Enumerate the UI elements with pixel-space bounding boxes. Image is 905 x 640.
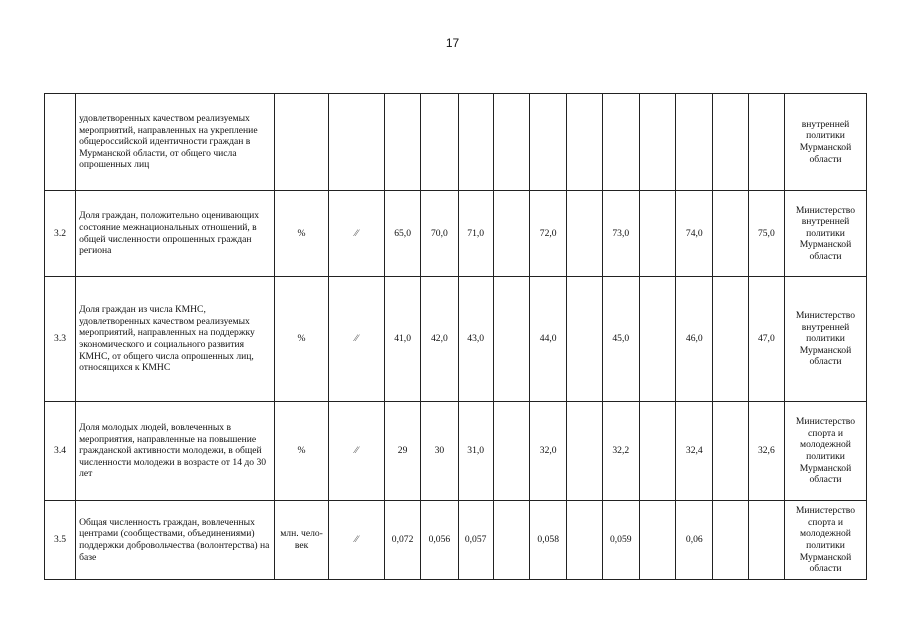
value-cell: 32,4 bbox=[676, 402, 713, 501]
empty-cell bbox=[567, 277, 602, 402]
table-row bbox=[45, 191, 867, 277]
unit-cell: % bbox=[275, 402, 329, 501]
value-cell: 43,0 bbox=[458, 277, 493, 402]
row-number bbox=[45, 94, 76, 191]
value-cell: 0,058 bbox=[530, 501, 567, 580]
unit-cell: % bbox=[275, 191, 329, 277]
unit-cell bbox=[275, 94, 329, 191]
row-number: 3.5 bbox=[45, 501, 76, 580]
value-cell: 45,0 bbox=[602, 277, 639, 402]
value-cell: 32,6 bbox=[748, 402, 784, 501]
mark-cell: ⁄⁄ bbox=[329, 501, 385, 580]
value-cell bbox=[602, 94, 639, 191]
empty-cell bbox=[567, 501, 602, 580]
empty-cell bbox=[567, 191, 602, 277]
row-number: 3.2 bbox=[45, 191, 76, 277]
value-cell: 0,059 bbox=[602, 501, 639, 580]
value-cell: 32,0 bbox=[530, 402, 567, 501]
unit-cell: % bbox=[275, 277, 329, 402]
row-number: 3.4 bbox=[45, 402, 76, 501]
mark-cell: ⁄⁄ bbox=[329, 191, 385, 277]
value-cell: 44,0 bbox=[530, 277, 567, 402]
value-cell: 29 bbox=[384, 402, 420, 501]
value-cell bbox=[676, 94, 713, 191]
empty-cell bbox=[639, 94, 675, 191]
empty-cell bbox=[493, 277, 529, 402]
value-cell: 42,0 bbox=[421, 277, 458, 402]
responsible-org: Министерство внутренней политики Мурманской области bbox=[784, 191, 866, 277]
value-cell bbox=[384, 94, 420, 191]
empty-cell bbox=[639, 501, 675, 580]
indicator-name: Доля граждан, положительно оценивающих состояние межнациональных отношений, в общей численности опрошенных граждан региона bbox=[76, 191, 275, 277]
empty-cell bbox=[713, 277, 748, 402]
value-cell: 71,0 bbox=[458, 191, 493, 277]
empty-cell bbox=[639, 277, 675, 402]
page-number: 17 bbox=[445, 36, 460, 50]
empty-cell bbox=[493, 402, 529, 501]
empty-cell bbox=[713, 191, 748, 277]
empty-cell bbox=[567, 94, 602, 191]
table-row bbox=[45, 277, 867, 402]
responsible-org: Министерство внутренней политики Мурманской области bbox=[784, 277, 866, 402]
table-row bbox=[45, 94, 867, 191]
value-cell bbox=[748, 501, 784, 580]
value-cell: 73,0 bbox=[602, 191, 639, 277]
value-cell: 0,06 bbox=[676, 501, 713, 580]
mark-cell: ⁄⁄ bbox=[329, 402, 385, 501]
value-cell: 32,2 bbox=[602, 402, 639, 501]
unit-cell: млн. чело-век bbox=[275, 501, 329, 580]
value-cell: 0,072 bbox=[384, 501, 420, 580]
value-cell: 47,0 bbox=[748, 277, 784, 402]
table-row bbox=[45, 501, 867, 580]
value-cell: 0,057 bbox=[458, 501, 493, 580]
table-row bbox=[45, 402, 867, 501]
value-cell: 31,0 bbox=[458, 402, 493, 501]
empty-cell bbox=[493, 191, 529, 277]
responsible-org: Министерство спорта и молодежной политики Мурманской области bbox=[784, 402, 866, 501]
empty-cell bbox=[493, 501, 529, 580]
value-cell: 41,0 bbox=[384, 277, 420, 402]
responsible-org: внутренней политики Мурманской области bbox=[784, 94, 866, 191]
value-cell: 65,0 bbox=[384, 191, 420, 277]
empty-cell bbox=[713, 94, 748, 191]
value-cell: 0,056 bbox=[421, 501, 458, 580]
indicator-name: Общая численность граждан, вовлеченных центрами (сообществами, объединениями) поддержки добровольчества (волонтерства) на базе bbox=[76, 501, 275, 580]
value-cell: 46,0 bbox=[676, 277, 713, 402]
value-cell: 75,0 bbox=[748, 191, 784, 277]
responsible-org: Министерство спорта и молодежной политики Мурманской области bbox=[784, 501, 866, 580]
empty-cell bbox=[713, 501, 748, 580]
empty-cell bbox=[567, 402, 602, 501]
indicator-name: удовлетворенных качеством реализуемых мероприятий, направленных на укрепление общероссийской идентичности граждан в Мурманской области, от общего числа опрошенных лиц bbox=[76, 94, 275, 191]
empty-cell bbox=[713, 402, 748, 501]
value-cell bbox=[530, 94, 567, 191]
value-cell: 74,0 bbox=[676, 191, 713, 277]
row-number: 3.3 bbox=[45, 277, 76, 402]
mark-cell bbox=[329, 94, 385, 191]
value-cell bbox=[421, 94, 458, 191]
empty-cell bbox=[493, 94, 529, 191]
value-cell: 30 bbox=[421, 402, 458, 501]
indicator-name: Доля молодых людей, вовлеченных в мероприятия, направленные на повышение гражданской активности молодежи, в общей численности молодежи в возрасте от 14 до 30 лет bbox=[76, 402, 275, 501]
indicator-name: Доля граждан из числа КМНС, удовлетворенных качеством реализуемых мероприятий, направленных на поддержку экономического и социального развития КМНС, от общего числа опрошенных лиц, относящихся к КМНС bbox=[76, 277, 275, 402]
indicators-table bbox=[44, 93, 867, 580]
value-cell bbox=[458, 94, 493, 191]
mark-cell: ⁄⁄ bbox=[329, 277, 385, 402]
value-cell: 72,0 bbox=[530, 191, 567, 277]
value-cell bbox=[748, 94, 784, 191]
value-cell: 70,0 bbox=[421, 191, 458, 277]
empty-cell bbox=[639, 191, 675, 277]
empty-cell bbox=[639, 402, 675, 501]
